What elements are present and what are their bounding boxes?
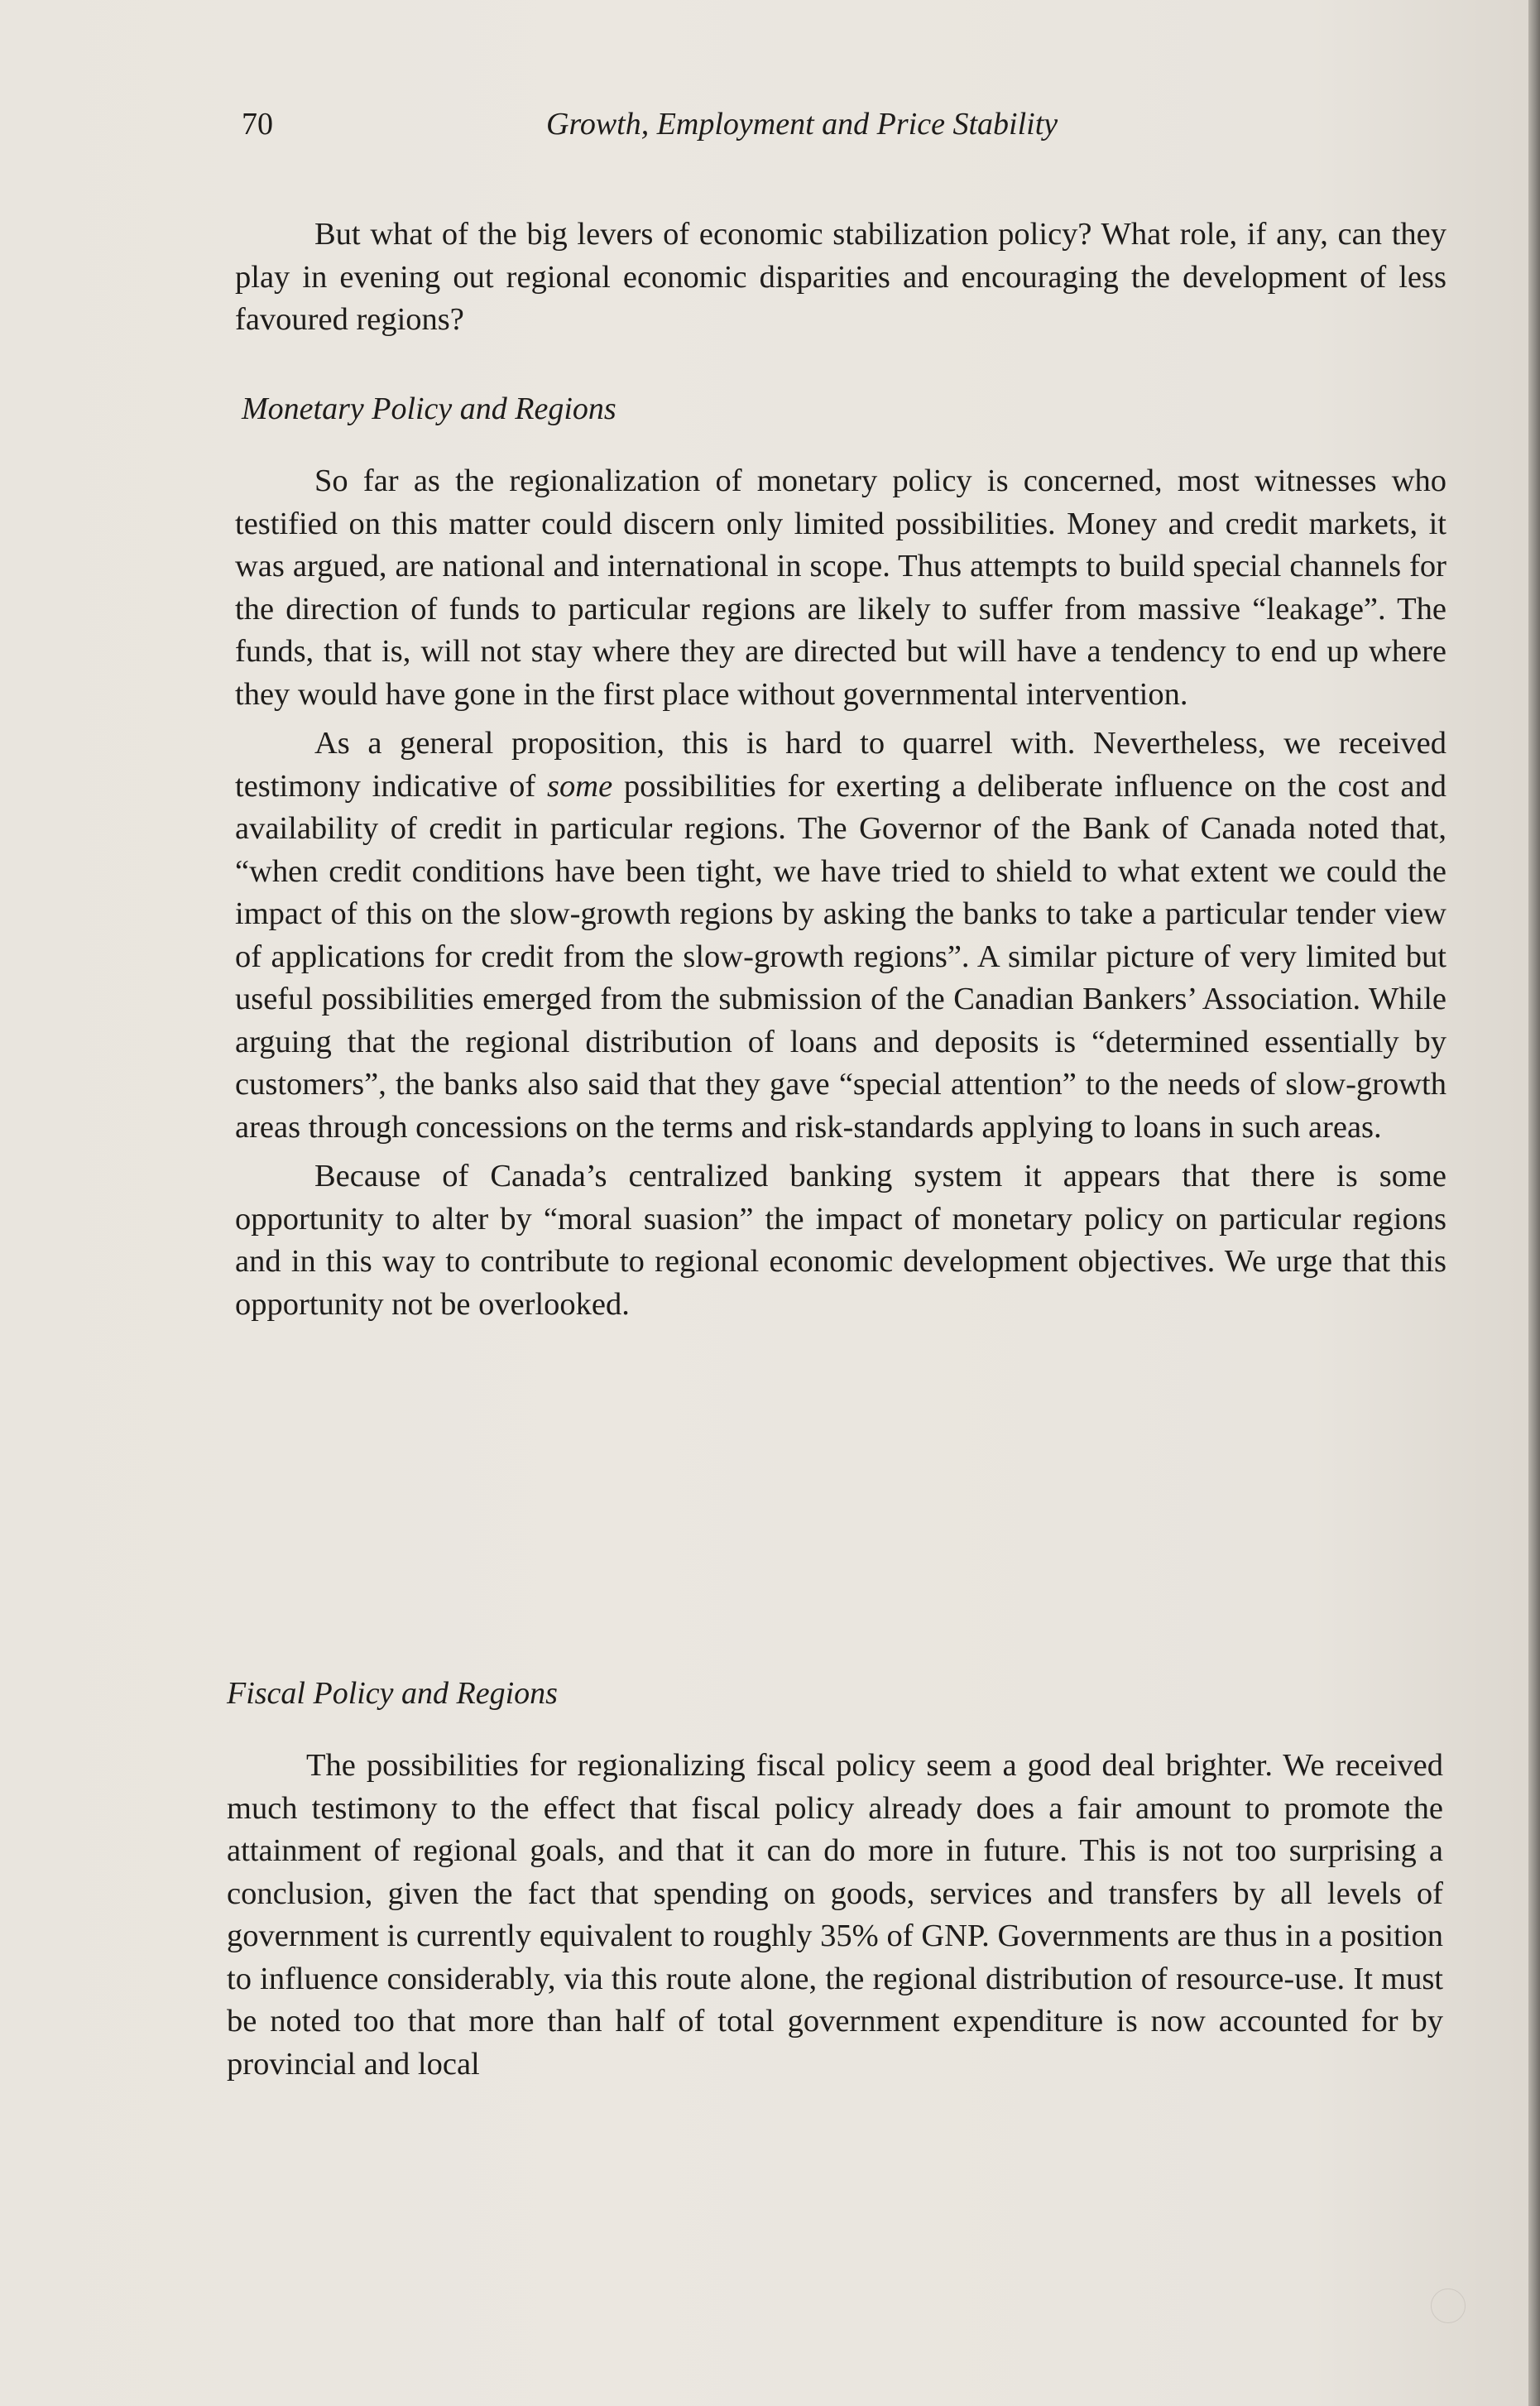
page-number: 70 bbox=[242, 107, 273, 142]
intro-section bbox=[235, 214, 1446, 342]
monetary-heading: Monetary Policy and Regions bbox=[242, 391, 616, 426]
running-title: Growth, Employment and Price Stability bbox=[546, 107, 1058, 142]
page-header bbox=[242, 106, 1450, 156]
fiscal-heading: Fiscal Policy and Regions bbox=[227, 1676, 558, 1711]
monetary-paragraph-2-start: As a general proposition, this is hard to quarrel with. Nevertheless, we received testimony indicative of bbox=[235, 726, 1446, 804]
monetary-paragraph-2-end: possibilities for exerting a deliberate influence on the cost and availability of credit in particular regions. The Governor of the Bank of Canada noted that, “when credit conditions have been tight, we have tried to shield to what extent we could the impact of this on the slow-growth regions by asking the banks to take a particular tender view of applications for credit from the slow-growth regions”. A similar picture of very limited but useful possibilities emerged from the submission of the Canadian Bankers’ Association. While arguing that the regional distribution of loans and deposits is “determined essentially by customers”, the banks also said that they gave “special attention” to the needs of slow-growth areas through concessions on the terms and risk-standards applying to loans in such areas. bbox=[235, 768, 1447, 1145]
fiscal-paragraph-1: The possibilities for regionalizing fiscal policy seem a good deal brighter. We received much testimony to the effect that fiscal policy already does a fair amount to promote the attainment of regional goals, and that it can do more in future. This is not too surprising a conclusion, given the fact that spending on goods, services and transfers by all levels of government is currently equivalent to roughly 35% of GNP. Governments are thus in a position to influence considerably, via this route alone, the regional distribution of resource-use. It must be noted too that more than half of total government expenditure is now accounted for by provincial and local bbox=[227, 1748, 1443, 2082]
monetary-paragraph-2-emphasis: some bbox=[547, 768, 613, 804]
monetary-paragraph-2 bbox=[235, 723, 1446, 1149]
intro-paragraph: But what of the big levers of economic stabilization policy? What role, if any, can they play in evening out regional economic disparities and encouraging the development of less favoured regions? bbox=[235, 217, 1446, 337]
monetary-section bbox=[235, 460, 1446, 1326]
monetary-paragraph-3: Because of Canada’s centralized banking system it appears that there is some opportunity to alter by “moral suasion” the impact of monetary policy on particular regions and in this way to contribute to regional economic development objectives. We urge that this opportunity not be overlooked. bbox=[235, 1159, 1446, 1322]
fiscal-section bbox=[227, 1745, 1443, 2086]
paper-mark bbox=[1431, 2288, 1466, 2323]
monetary-paragraph-1: So far as the regionalization of monetary policy is concerned, most witnesses who testified on this matter could discern only limited possibilities. Money and credit markets, it was argued, are national and international in scope. Thus attempts to build special channels for the direction of funds to particular regions are likely to suffer from massive “leakage”. The funds, that is, will not stay where they are directed but will have a tendency to end up where they would have gone in the first place without governmental intervention. bbox=[235, 463, 1446, 712]
page-edge-shadow bbox=[1528, 0, 1540, 2406]
